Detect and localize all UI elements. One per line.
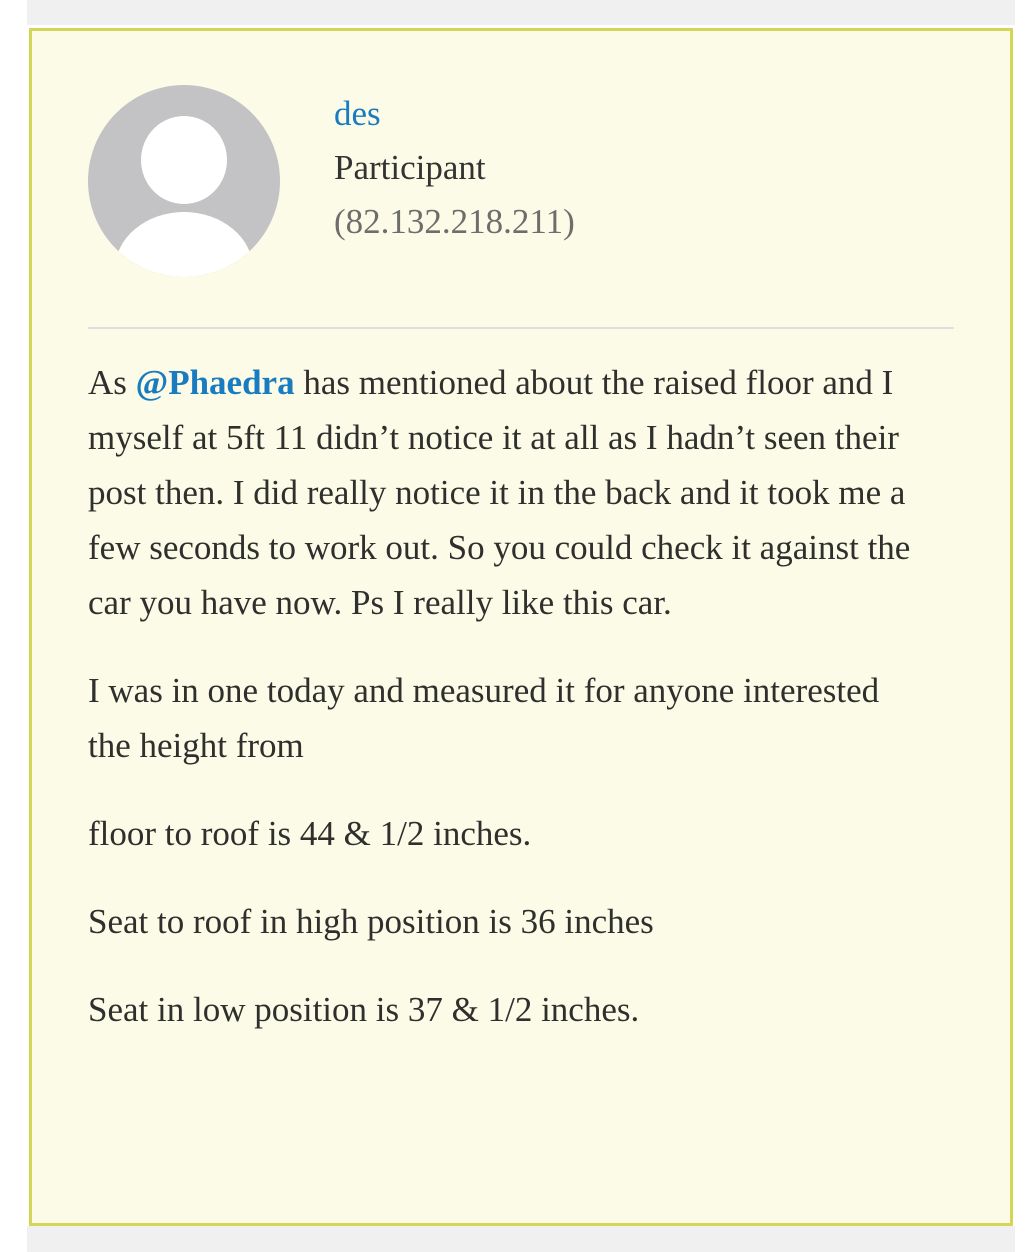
user-avatar-icon[interactable] [88, 85, 280, 277]
avatar-shoulders-shape [115, 212, 253, 277]
author-ip-address: (82.132.218.211) [334, 202, 575, 241]
author-role: Participant [334, 148, 486, 187]
forum-content-column [27, 0, 1015, 1252]
author-name-link[interactable]: des [334, 94, 381, 133]
post-content [88, 355, 954, 1037]
avatar-head-shape [141, 116, 227, 204]
forum-reply-card [29, 28, 1013, 1226]
post-paragraph: Seat to roof in high position is 36 inches [88, 902, 654, 941]
reply-author-header [88, 85, 954, 277]
post-divider [88, 327, 954, 329]
next-post-edge [27, 1226, 1015, 1252]
mention-link[interactable]: @Phaedra [135, 363, 295, 402]
paragraph-prefix-text: As [88, 363, 127, 402]
post-paragraph: Seat in low position is 37 & 1/2 inches. [88, 990, 640, 1029]
previous-post-edge [27, 0, 1015, 25]
post-paragraph [88, 355, 918, 630]
post-paragraph: floor to roof is 44 & 1/2 inches. [88, 814, 532, 853]
author-meta [334, 85, 575, 249]
paragraph-suffix-text: has mentioned about the raised floor and I myself at 5ft 11 didn’t notice it at all as I hadn’t seen their post then. I did really notice it in the back and it took me a few seconds to work out. So you could check it against the car you have now. Ps I really like this car. [88, 363, 911, 622]
post-paragraph: I was in one today and measured it for anyone interested the height from [88, 671, 880, 765]
